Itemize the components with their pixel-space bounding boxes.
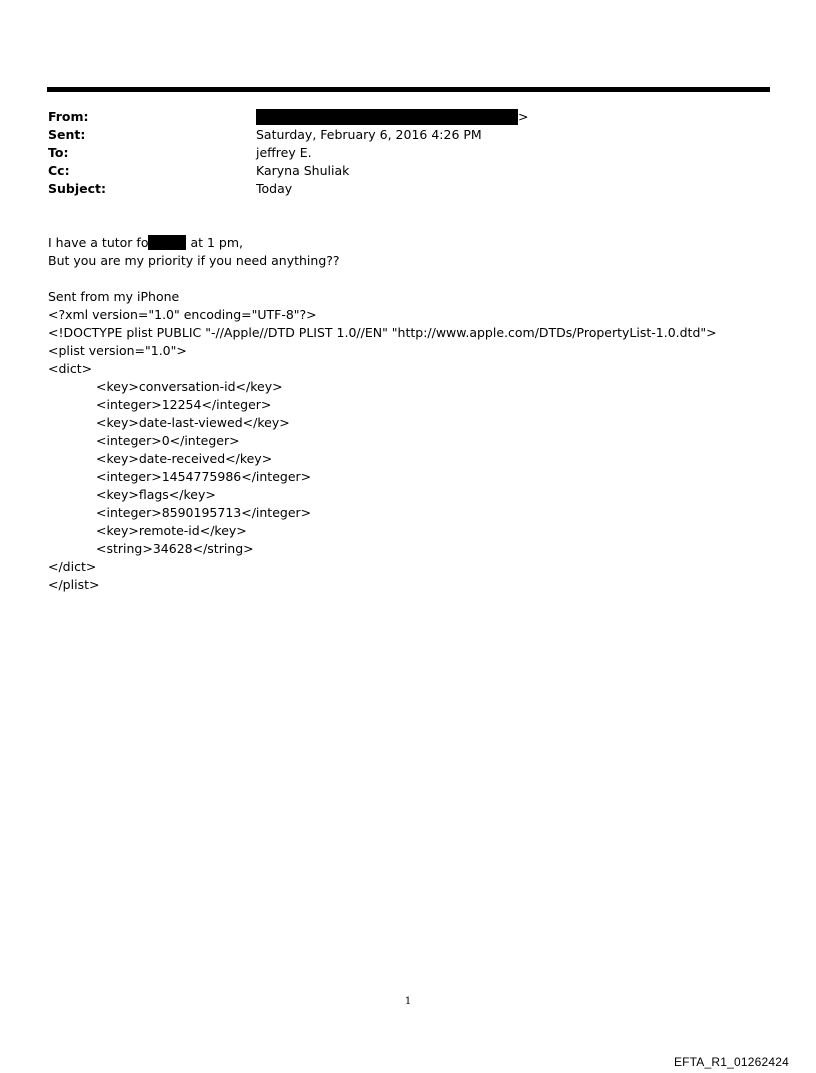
message-line-1: [48, 234, 768, 252]
to-row: [48, 144, 768, 162]
message-line-1-end: at 1 pm,: [186, 235, 244, 250]
dict-entry-line: <string>34628</string>: [96, 541, 254, 556]
from-label: From:: [48, 109, 89, 124]
from-suffix: >: [518, 109, 529, 124]
dict-entry-line: <key>conversation-id</key>: [96, 379, 283, 394]
dict-entry-line: <integer>8590195713</integer>: [96, 505, 312, 520]
dict-close-tag: </dict>: [48, 559, 97, 574]
to-value: jeffrey E.: [256, 145, 312, 160]
dict-entry-line: <key>date-last-viewed</key>: [96, 415, 290, 430]
subject-label: Subject:: [48, 181, 106, 196]
from-value: [256, 108, 528, 126]
dict-entry-line: <integer>0</integer>: [96, 433, 240, 448]
redaction-box: [148, 235, 186, 250]
subject-value: Today: [256, 181, 293, 196]
sent-value: Saturday, February 6, 2016 4:26 PM: [256, 127, 482, 142]
sent-row: [48, 126, 768, 144]
dict-entry-line: <key>flags</key>: [96, 487, 216, 502]
xml-declaration: <?xml version="1.0" encoding="UTF-8"?>: [48, 307, 317, 322]
header-rule: [47, 87, 770, 92]
cc-value: Karyna Shuliak: [256, 163, 350, 178]
cc-label: Cc:: [48, 163, 70, 178]
signature-line: Sent from my iPhone: [48, 289, 180, 304]
page-number: 1: [404, 996, 412, 1007]
blank-line: [48, 270, 768, 288]
message-line-2: But you are my priority if you need anything??: [48, 253, 340, 268]
redaction-box: [256, 109, 518, 125]
dict-entry-line: <key>remote-id</key>: [96, 523, 247, 538]
dict-open-tag: <dict>: [48, 361, 93, 376]
email-header: [48, 108, 768, 198]
plist-open-tag: <plist version="1.0">: [48, 343, 187, 358]
from-row: [48, 108, 768, 126]
dict-entries: [48, 378, 768, 558]
dict-entry-line: <integer>12254</integer>: [96, 397, 272, 412]
sent-label: Sent:: [48, 127, 86, 142]
dict-entry-line: <key>date-received</key>: [96, 451, 273, 466]
plist-close-tag: </plist>: [48, 577, 100, 592]
cc-row: [48, 162, 768, 180]
bates-number: EFTA_R1_01262424: [673, 1055, 789, 1069]
doctype-line: <!DOCTYPE plist PUBLIC "-//Apple//DTD PLIST 1.0//EN" "http://www.apple.com/DTDs/PropertyList-1.0.dtd">: [48, 325, 717, 340]
dict-entry-line: <integer>1454775986</integer>: [96, 469, 312, 484]
to-label: To:: [48, 145, 69, 160]
subject-row: [48, 180, 768, 198]
email-body: [48, 234, 768, 594]
message-line-1-start: I have a tutor fo: [48, 235, 149, 250]
